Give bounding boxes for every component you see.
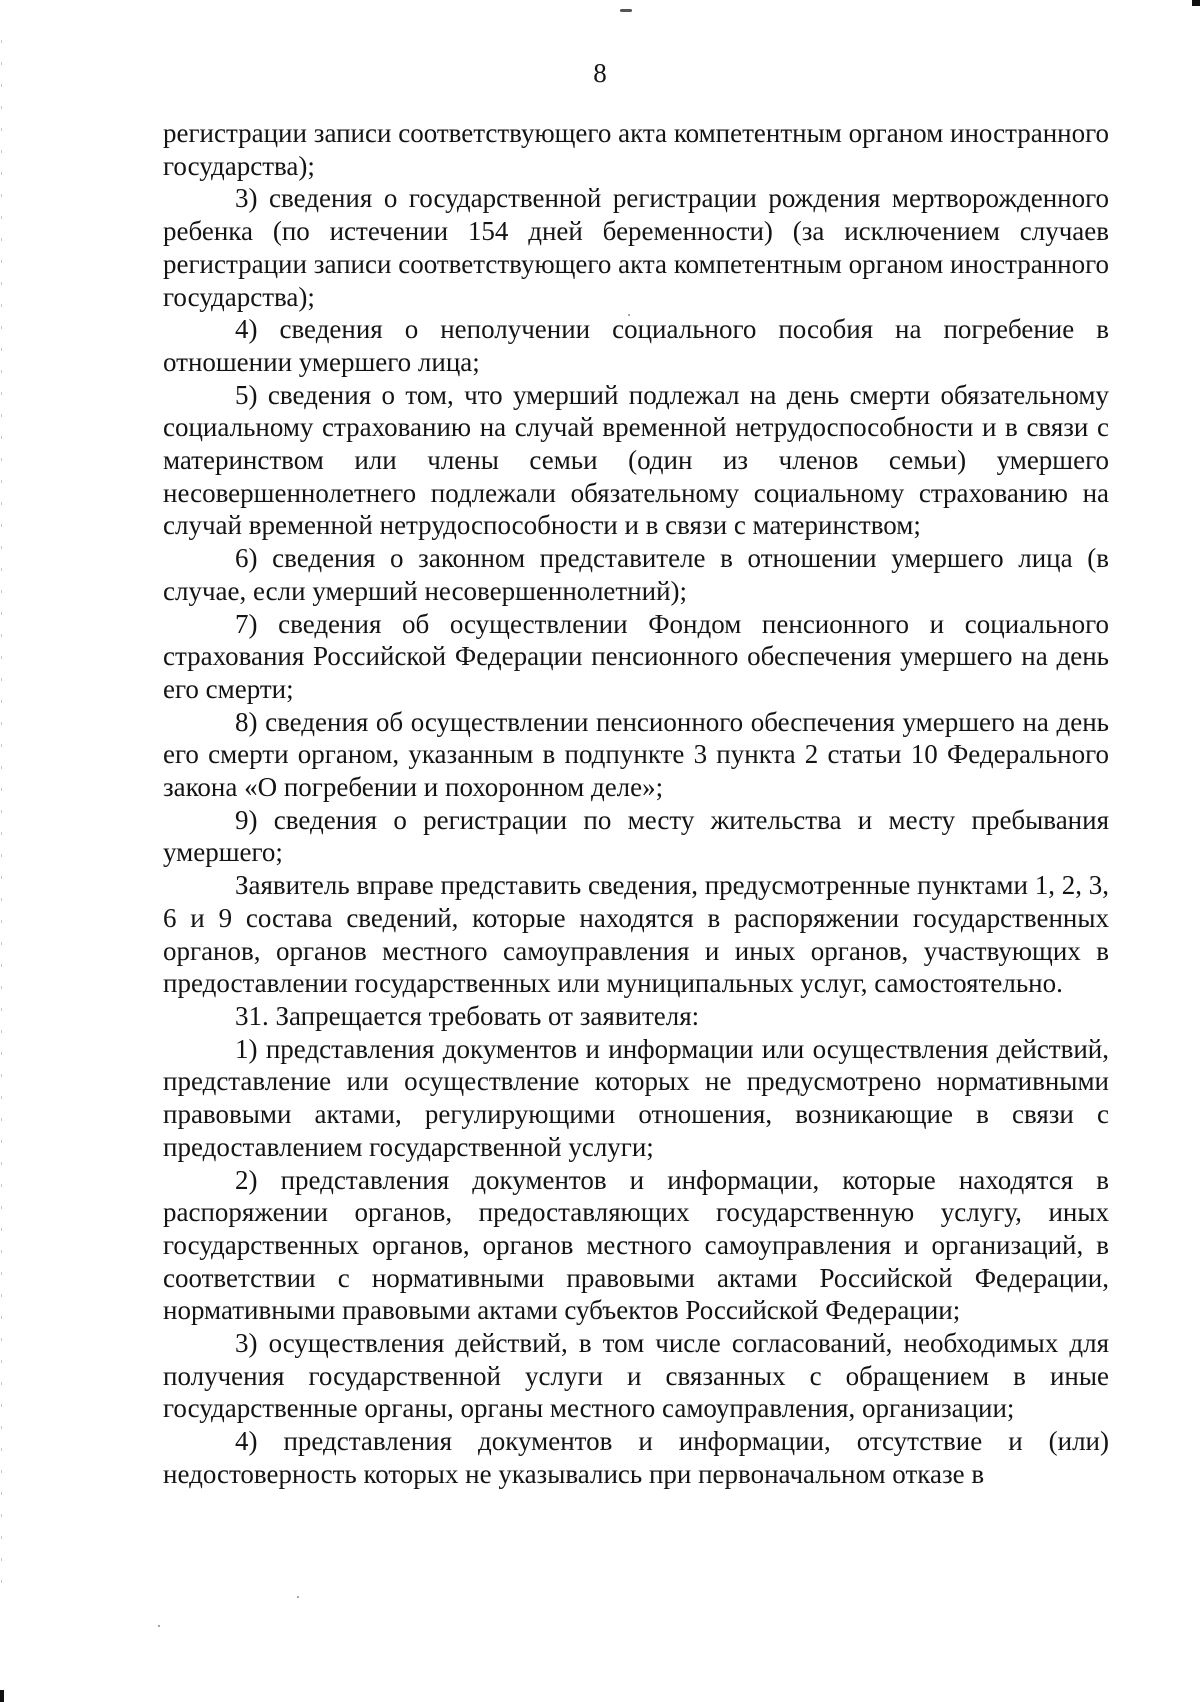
document-body	[163, 117, 1109, 1491]
paragraph: 31. Запрещается требовать от заявителя:	[235, 1000, 700, 1031]
paragraph: 9) сведения о регистрации по месту жительства и месту пребывания умершего;	[163, 804, 1109, 868]
scan-speck	[297, 1596, 299, 1598]
paragraph: 6) сведения о законном представителе в отношении умершего лица (в случае, если умерший несовершеннолетний);	[163, 543, 1109, 606]
paragraph: 1) представления документов и информации или осуществления действий, представление или осуществление которых не предусмотрено нормативными правовыми актами, регулирующими отношения, возникающие в связи с предоставлением государственной услуги;	[163, 1033, 1109, 1162]
paragraph: Заявитель вправе представить сведения, предусмотренные пунктами 1, 2, 3, 6 и 9 состава сведений, которые находятся в распоряжении государственных органов, органов местного самоуправления и иных органов, участвующих в предоставлении государственных или муниципальных услуг, самостоятельно.	[163, 870, 1109, 999]
scan-artifact	[0, 1690, 4, 1702]
paragraph: 7) сведения об осуществлении Фондом пенсионного и социального страхования Российской Федерации пенсионного обеспечения умершего на день его смерти;	[163, 608, 1109, 704]
paragraph: регистрации записи соответствующего акта компетентным органом иностранного государства);	[163, 118, 1109, 181]
paragraph: 3) сведения о государственной регистрации рождения мертворожденного ребенка (по истечении 154 дней беременности) (за исключением случаев регистрации записи соответствующего акта компетентным органом иностранного государства);	[163, 183, 1109, 312]
scan-artifact	[1192, 0, 1200, 6]
paragraph: 5) сведения о том, что умерший подлежал на день смерти обязательному социальному страхованию на случай временной нетрудоспособности и в связи с материнством или члены семьи (один из членов семьи) умершего несовершеннолетнего подлежали обязательному социальному страхованию на случай временной нетрудоспособности и в связи с материнством;	[163, 379, 1109, 541]
paragraph: 3) осуществления действий, в том числе согласований, необходимых для получения государственной услуги и связанных с обращением в иные государственные органы, органы местного самоуправления, организации;	[163, 1328, 1109, 1424]
paragraph: 8) сведения об осуществлении пенсионного обеспечения умершего на день его смерти органом, указанным в подпункте 3 пункта 2 статьи 10 Федерального закона «О погребении и похоронном деле»;	[163, 706, 1109, 803]
page-number: 8	[593, 58, 607, 88]
scan-speck	[158, 1625, 160, 1627]
paragraph: 4) представления документов и информации, отсутствие и (или) недостоверность которых не указывались при первоначальном отказе в	[163, 1426, 1109, 1489]
paragraph: 4) сведения о неполучении социального пособия на погребение в отношении умершего лица;	[163, 314, 1109, 377]
paragraph: 2) представления документов и информации, которые находятся в распоряжении органов, предоставляющих государственную услугу, иных государственных органов, органов местного самоуправления и организаций, в соответствии с нормативными правовыми актами Российской Федерации, нормативными правовыми актами субъектов Российской Федерации;	[163, 1164, 1109, 1326]
scan-artifact	[620, 9, 632, 12]
scan-edge-line	[1, 40, 2, 1600]
